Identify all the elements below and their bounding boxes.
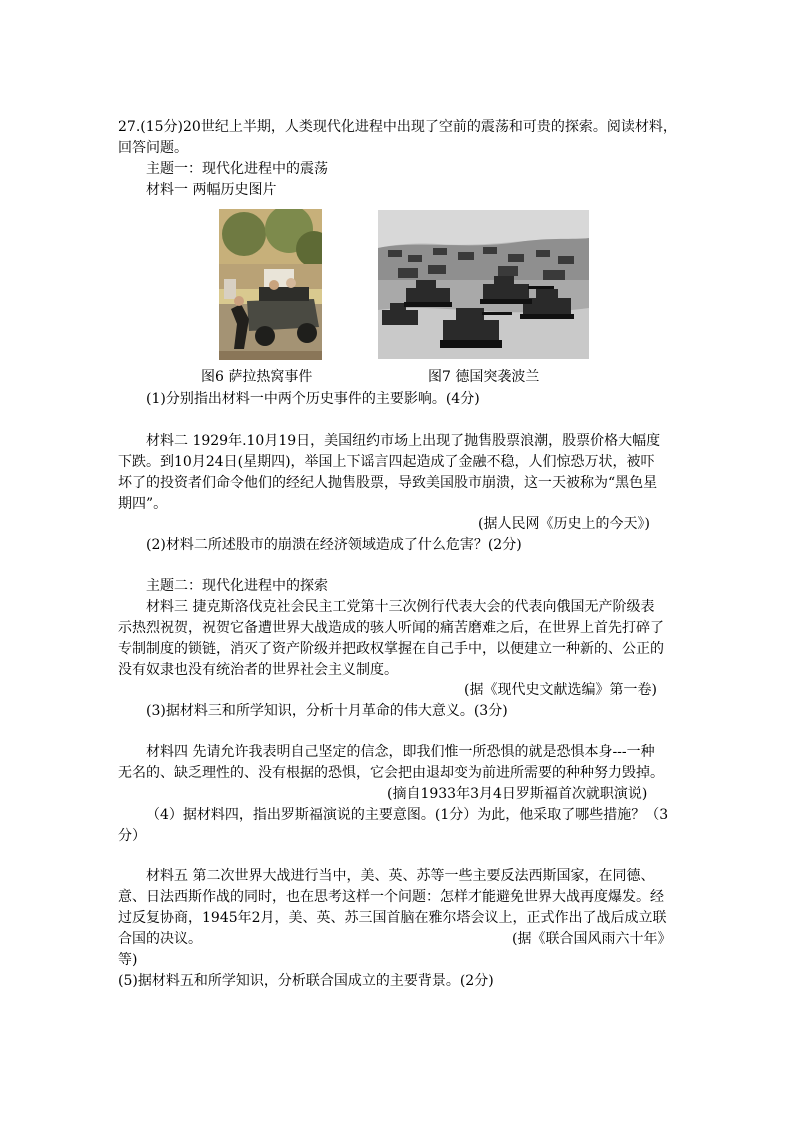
material-5-line-2: 意、日法西斯作战的同时，也在思考这样一个问题：怎样才能避免世界大战再度爆发。经 xyxy=(118,889,664,905)
material-2-line-2: 下跌。到10月24日(星期四)，举国上下谣言四起造成了金融不稳，人们惊恐万状，被吓 xyxy=(118,454,655,470)
material-5-line-1: 材料五 第二次世界大战进行当中，美、英、苏等一些主要反法西斯国家，在同德、 xyxy=(146,868,655,884)
material-4-source: (摘自1933年3月4日罗斯福首次就职演说) xyxy=(387,786,648,802)
material-3-line-1: 材料三 捷克斯洛伐克社会民主工党第十三次例行代表大会的代表向俄国无产阶级表 xyxy=(146,599,655,615)
figure-6-caption: 图6 萨拉热窝事件 xyxy=(201,369,313,385)
material-3-line-3: 专制制度的锁链，消灭了资产阶级并把政权掌握在自己手中，以便建立一种新的、公正的 xyxy=(118,641,664,657)
question-4-line-1: （4）据材料四，指出罗斯福演说的主要意图。(1分）为此，他采取了哪些措施？（3 xyxy=(146,807,669,823)
material-5-source: (据《联合国风雨六十年》 xyxy=(512,931,672,947)
sarajevo-incident-image xyxy=(219,209,322,360)
question-2: (2)材料二所述股市的崩溃在经济领域造成了什么危害？(2分) xyxy=(146,537,522,553)
material-3-line-2: 示热烈祝贺，祝贺它备遭世界大战造成的骇人听闻的痛苦磨难之后，在世界上首先打碎了 xyxy=(118,620,664,636)
theme-2-heading: 主题二：现代化进程中的探索 xyxy=(146,578,328,594)
question-4-line-2: 分） xyxy=(118,828,146,844)
question-1: (1)分别指出材料一中两个历史事件的主要影响。(4分) xyxy=(146,391,480,407)
material-2-line-1: 材料二 1929年.10月19日，美国纽约市场上出现了抛售股票浪潮，股票价格大幅度 xyxy=(146,433,661,449)
figure-7-caption: 图7 德国突袭波兰 xyxy=(428,369,540,385)
material-2-source: (据人民网《历史上的今天》) xyxy=(478,516,650,532)
material-2-line-4: 期四”。 xyxy=(118,496,168,512)
material-4-line-2: 无名的、缺乏理性的、没有根据的恐惧，它会把由退却变为前进所需要的种种努力毁掉。 xyxy=(118,765,664,781)
theme-1-heading: 主题一：现代化进程中的震荡 xyxy=(146,161,328,177)
material-2-line-3: 坏了的投资者们命令他们的经纪人抛售股票，导致美国股市崩溃，这一天被称为“黑色星 xyxy=(118,475,658,491)
material-5-line-4: 合国的决议。 xyxy=(118,931,202,947)
material-4-line-1: 材料四 先请允许我表明自己坚定的信念，即我们惟一所恐惧的就是恐惧本身---一种 xyxy=(146,744,655,760)
intro-line-2: 回答问题。 xyxy=(118,140,188,156)
material-5-line-5: 等) xyxy=(118,952,138,968)
material-5-line-3: 过反复协商，1945年2月，美、英、苏三国首脑在雅尔塔会议上，正式作出了战后成立联 xyxy=(118,910,667,926)
question-3: (3)据材料三和所学知识，分析十月革命的伟大意义。(3分) xyxy=(146,703,508,719)
intro-line-1: 27.(15分)20世纪上半期，人类现代化进程中出现了空前的震荡和可贵的探索。阅读材料， xyxy=(118,119,677,135)
material-3-line-4: 没有奴隶也没有统治者的世界社会主义制度。 xyxy=(118,662,398,678)
material-3-source: (据《现代史文献选编》第一卷) xyxy=(464,682,657,698)
germany-invades-poland-image xyxy=(378,210,589,359)
question-5: (5)据材料五和所学知识，分析联合国成立的主要背景。(2分) xyxy=(118,973,494,989)
material-1-title: 材料一 两幅历史图片 xyxy=(146,182,277,198)
